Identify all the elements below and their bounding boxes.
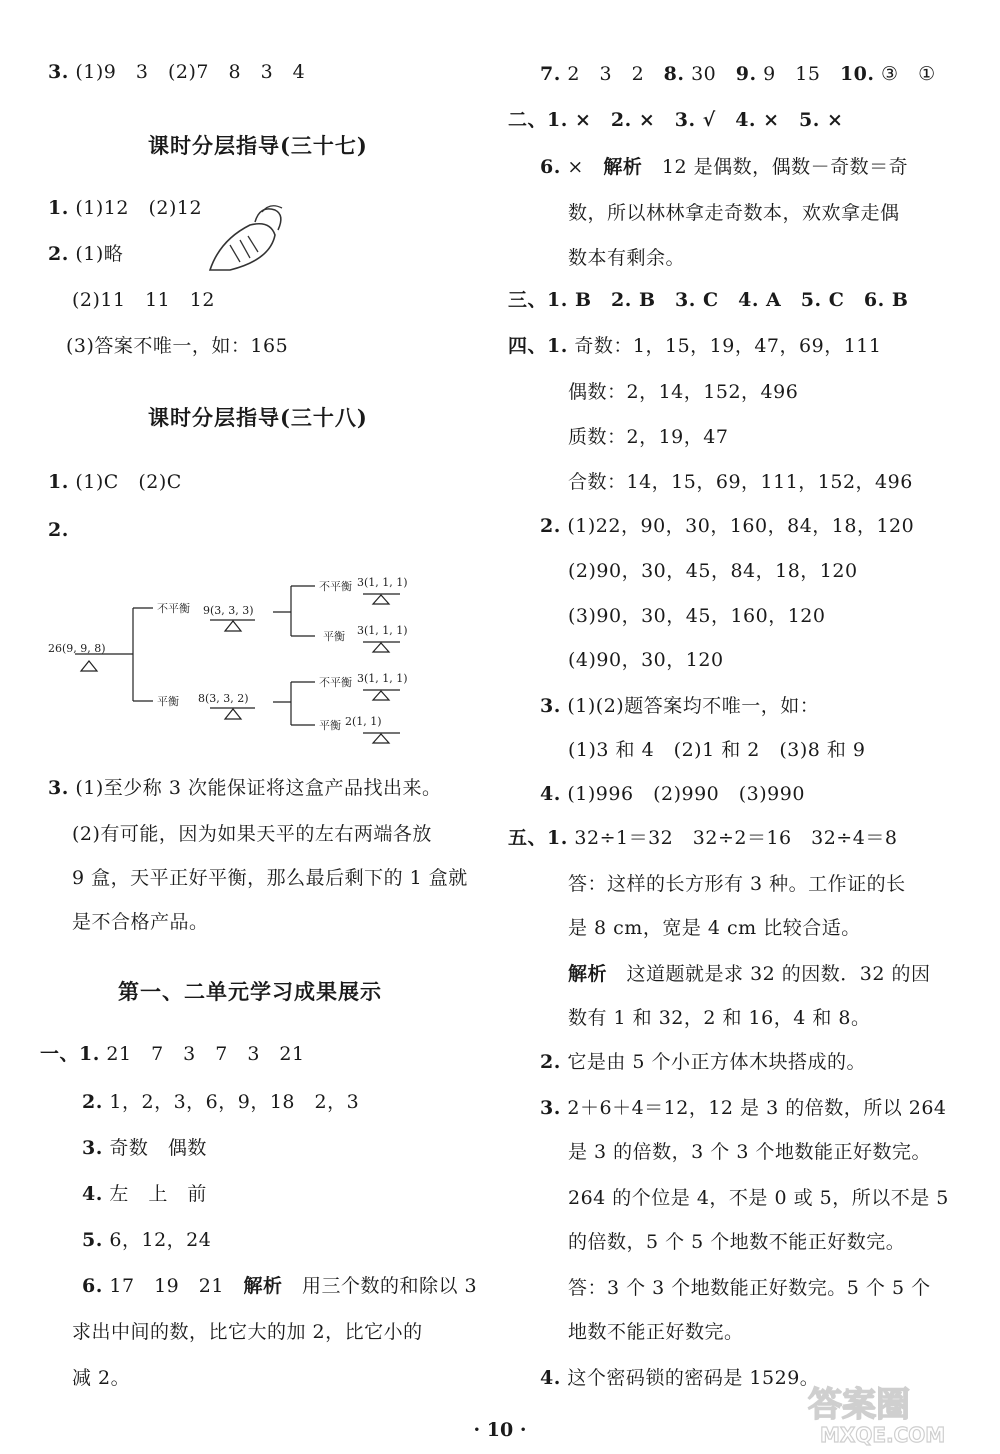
- tree-node-label: 2(1, 1): [345, 715, 382, 728]
- section-heading-unit: 第一、二单元学习成果展示: [118, 979, 382, 1004]
- answer-line: 的倍数，5 个 5 个地数不能正好数完。: [568, 1231, 906, 1253]
- carrot-doodle: [200, 200, 300, 280]
- watermark-title: 答案圈: [808, 1385, 910, 1425]
- answer-line: 1. (1)12 (2)12: [48, 197, 203, 219]
- tree-node-label: 8(3, 3, 2): [198, 692, 249, 705]
- answer-line: 减 2。: [72, 1367, 131, 1389]
- section-heading-37: 课时分层指导(三十七): [148, 133, 368, 158]
- answer-line: (2)有可能，因为如果天平的左右两端各放: [72, 823, 432, 845]
- answer-line: 9 盒，天平正好平衡，那么最后剩下的 1 盒就: [72, 867, 468, 889]
- answer-line: 是不合格产品。: [72, 911, 209, 933]
- answer-line: 1. (1)C (2)C: [48, 471, 182, 493]
- answer-line: (3)90，30，45，160，120: [568, 605, 826, 627]
- answer-line: 4. (1)996 (2)990 (3)990: [540, 783, 805, 805]
- answer-line: 数，所以林林拿走奇数本，欢欢拿走偶: [568, 202, 900, 224]
- page-number: · 10 ·: [473, 1419, 527, 1441]
- tree-edge-label: 平衡: [319, 719, 341, 732]
- answer-line: 求出中间的数，比它大的加 2，比它小的: [72, 1321, 423, 1343]
- answer-line: 合数：14，15，69，111，152，496: [568, 471, 913, 493]
- answer-line: 7. 2 3 2 8. 30 9. 9 15 10. ③ ①: [540, 63, 936, 85]
- answer-line: (4)90，30，120: [568, 649, 724, 671]
- answer-line: 3. 奇数 偶数: [82, 1137, 207, 1159]
- answer-line: 答：这样的长方形有 3 种。工作证的长: [568, 873, 906, 895]
- answer-line: 3. (1)至少称 3 次能保证将这盒产品找出来。: [48, 777, 442, 799]
- answer-line: 答：3 个 3 个地数能正好数完。5 个 5 个: [568, 1277, 931, 1299]
- answer-line: 数本有剩余。: [568, 247, 686, 269]
- tree-edge-label: 平衡: [323, 630, 345, 643]
- answer-line: 3. 2＋6＋4＝12，12 是 3 的倍数，所以 264: [540, 1097, 947, 1119]
- answer-line: (2)90，30，45，84，18，120: [568, 560, 858, 582]
- answer-line: 三、1. B 2. B 3. C 4. A 5. C 6. B: [508, 289, 909, 311]
- answer-line: 是 8 cm，宽是 4 cm 比较合适。: [568, 917, 861, 939]
- answer-line: 3. (1)(2)题答案均不唯一，如：: [540, 695, 820, 717]
- answer-line: 2. 1，2，3，6，9，18 2，3: [82, 1091, 360, 1113]
- answer-line: 2. (1)22，90，30，160，84，18，120: [540, 515, 915, 537]
- tree-edge-label: 不平衡: [319, 580, 352, 593]
- answer-line: 4. 左 上 前: [82, 1183, 207, 1205]
- answer-line: (3)答案不唯一，如：165: [66, 335, 289, 357]
- answer-line: 2. 它是由 5 个小正方体木块搭成的。: [540, 1051, 867, 1073]
- answer-line: 偶数：2，14，152，496: [568, 381, 799, 403]
- tree-node-label: 3(1, 1, 1): [357, 672, 408, 685]
- tree-edge-label: 不平衡: [319, 676, 352, 689]
- answer-line: 四、1. 奇数：1，15，19，47，69，111: [508, 335, 882, 357]
- answer-line: (1)3 和 4 (2)1 和 2 (3)8 和 9: [568, 739, 866, 761]
- answer-line: 一、1. 21 7 3 7 3 21: [40, 1043, 305, 1065]
- weighing-tree-diagram: [45, 568, 425, 748]
- answer-line: 五、1. 32÷1＝32 32÷2＝16 32÷4＝8: [508, 827, 898, 849]
- tree-edge-label: 不平衡: [157, 602, 190, 615]
- tree-node-label: 9(3, 3, 3): [203, 604, 254, 617]
- watermark-url: MXQE.COM: [820, 1423, 946, 1446]
- tree-root-label: 26(9, 9, 8): [48, 642, 106, 655]
- tree-edge-label: 平衡: [157, 695, 179, 708]
- watermark-logo: [800, 1376, 990, 1446]
- answer-line: 2. (1)略: [48, 243, 124, 265]
- answer-line: 解析 这道题就是求 32 的因数．32 的因: [568, 963, 931, 985]
- answer-line: 6. 17 19 21 解析 用三个数的和除以 3: [82, 1275, 478, 1297]
- tree-node-label: 3(1, 1, 1): [357, 624, 408, 637]
- answer-line: 质数：2，19，47: [568, 426, 729, 448]
- answer-line: 2.: [48, 519, 69, 541]
- tree-node-label: 3(1, 1, 1): [357, 576, 408, 589]
- answer-line: 是 3 的倍数，3 个 3 个地数能正好数完。: [568, 1141, 931, 1163]
- answer-line: 6. × 解析 12 是偶数，偶数－奇数＝奇: [540, 156, 909, 178]
- answer-line: 4. 这个密码锁的密码是 1529。: [540, 1367, 820, 1389]
- answer-line: 二、1. × 2. × 3. √ 4. × 5. ×: [508, 109, 844, 131]
- section-heading-38: 课时分层指导(三十八): [148, 405, 368, 430]
- answer-line: 数有 1 和 32，2 和 16，4 和 8。: [568, 1007, 871, 1029]
- answer-line: 264 的个位是 4，不是 0 或 5，所以不是 5: [568, 1187, 949, 1209]
- answer-line: (2)11 11 12: [72, 289, 215, 311]
- answer-line: 5. 6，12，24: [82, 1229, 212, 1251]
- answer-line: 地数不能正好数完。: [568, 1321, 744, 1343]
- answer-line: 3. (1)9 3 (2)7 8 3 4: [48, 61, 306, 83]
